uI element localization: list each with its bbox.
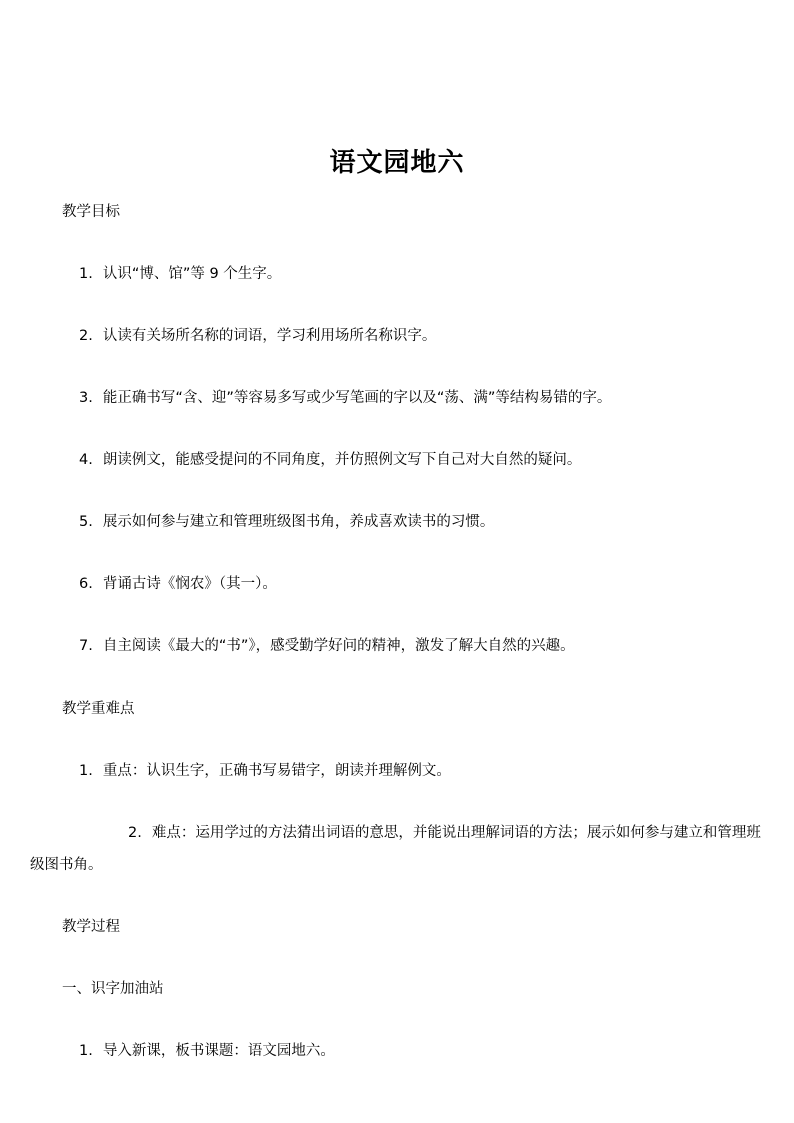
- item-number: 2.: [79, 328, 93, 344]
- keypoint-item: [30, 817, 770, 881]
- item-text: 认识“博、馆”等 9 个生字。: [102, 266, 282, 282]
- item-number: 3.: [79, 390, 93, 406]
- objective-item: [79, 388, 611, 408]
- objective-item: [79, 574, 277, 594]
- item-text: 认读有关场所名称的词语，学习利用场所名称识字。: [102, 328, 437, 344]
- item-text: 能正确书写“含、迎”等容易多写或少写笔画的字以及“荡、满”等结构易错的字。: [102, 390, 612, 406]
- item-text: 背诵古诗《悯农》（其一）。: [102, 576, 277, 592]
- item-number: 6.: [79, 576, 93, 592]
- item-number: 7.: [79, 638, 93, 654]
- item-text: 朗读例文，能感受提问的不同角度，并仿照例文写下自己对大自然的疑问。: [102, 452, 582, 468]
- item-text: 展示如何参与建立和管理班级图书角，养成喜欢读书的习惯。: [102, 514, 495, 530]
- objective-item: [79, 450, 581, 470]
- item-text: 难点：运用学过的方法猜出词语的意思，并能说出理解词语的方法；展示如何参与建立和管理班级图书角。: [30, 825, 761, 873]
- item-text: 导入新课，板书课题：语文园地六。: [102, 1043, 335, 1059]
- objective-item: [79, 636, 575, 656]
- objective-item: [79, 326, 436, 346]
- objective-item: [79, 264, 281, 284]
- section-heading-process: 教学过程: [62, 919, 120, 935]
- item-number: 2.: [128, 825, 142, 841]
- document-title: 语文园地六: [329, 148, 465, 178]
- section-heading-objectives: 教学目标: [62, 204, 120, 220]
- item-number: 5.: [79, 514, 93, 530]
- section-heading-keypoints: 教学重难点: [62, 701, 135, 717]
- item-number: 1.: [79, 763, 93, 779]
- item-number: 1.: [79, 266, 93, 282]
- subsection-heading-literacy: 一、识字加油站: [62, 981, 164, 997]
- keypoint-item: [79, 761, 451, 781]
- process-item: [79, 1041, 335, 1061]
- item-number: 4.: [79, 452, 93, 468]
- objective-item: [79, 512, 494, 532]
- item-text: 重点：认识生字，正确书写易错字，朗读并理解例文。: [102, 763, 451, 779]
- item-text: 自主阅读《最大的“书”》，感受勤学好问的精神，激发了解大自然的兴趣。: [102, 638, 575, 654]
- item-number: 1.: [79, 1043, 93, 1059]
